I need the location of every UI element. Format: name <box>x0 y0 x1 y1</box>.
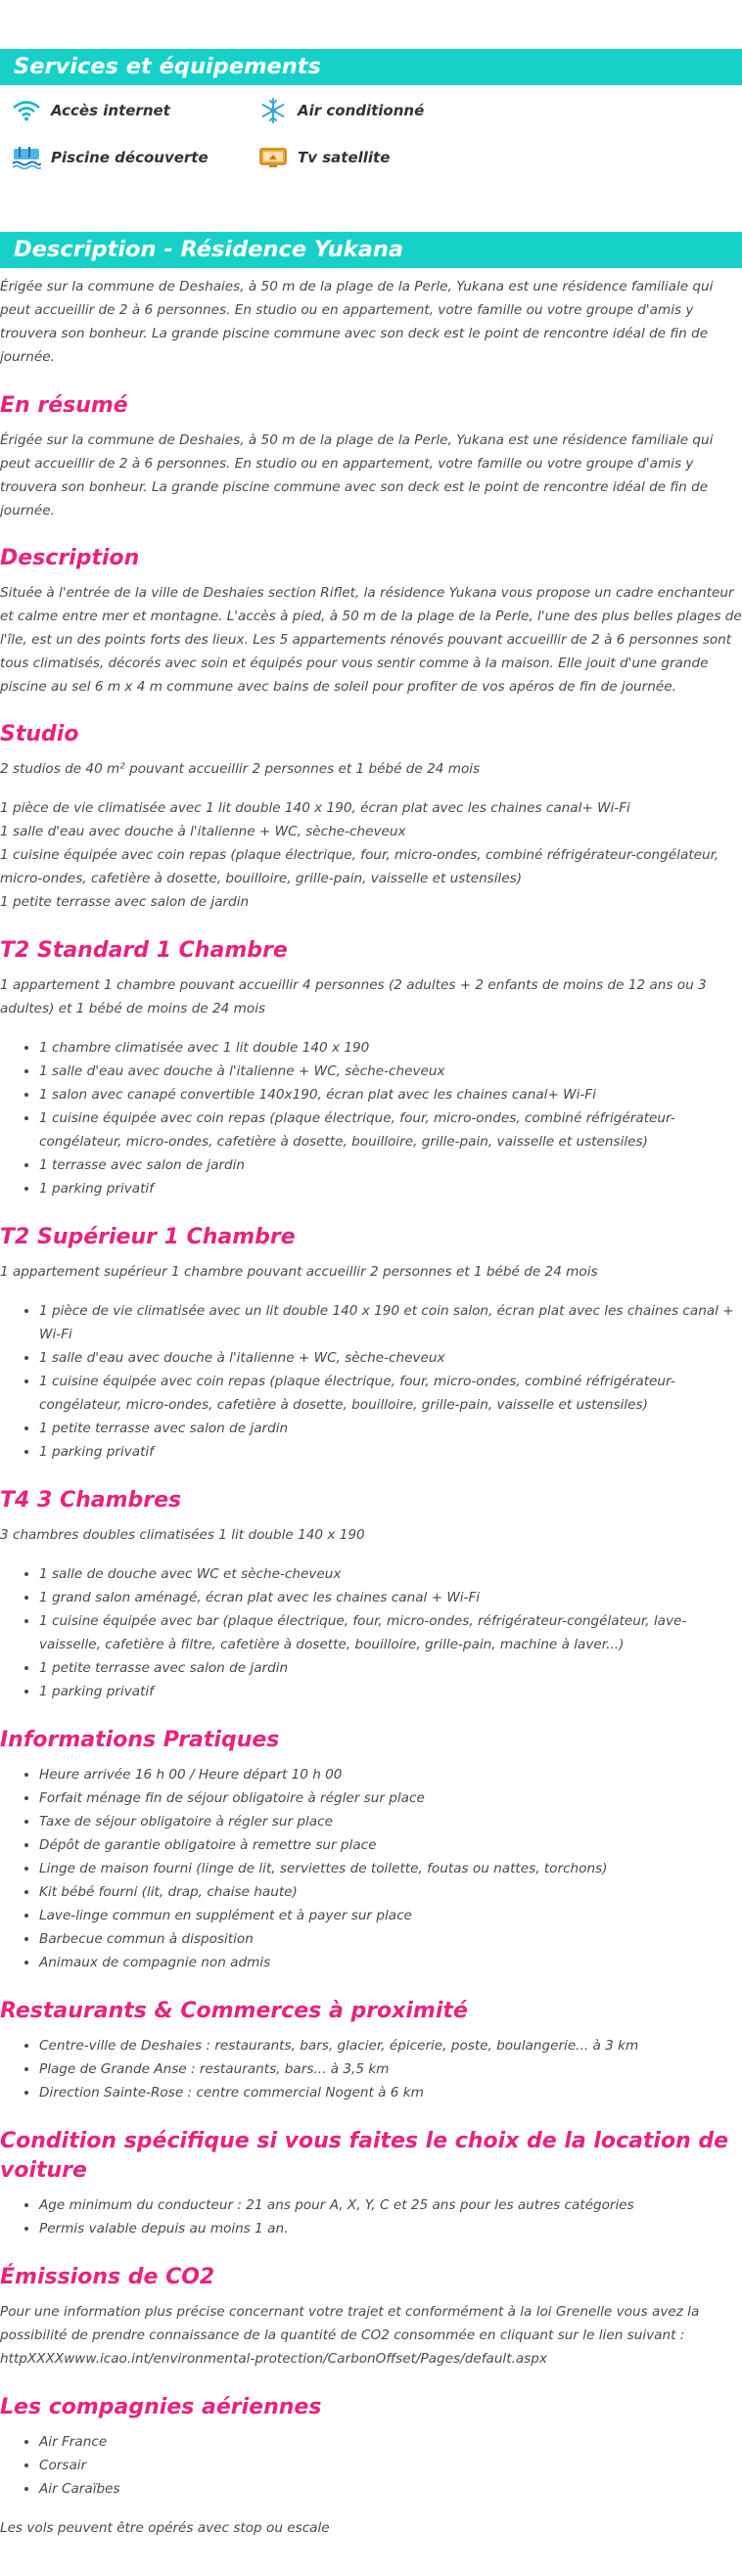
services-header: Services et équipements <box>0 49 742 85</box>
t2-standard-list <box>0 1036 742 1200</box>
wifi-icon <box>10 97 43 124</box>
amenity-label: Tv satellite <box>298 149 391 166</box>
list-item: • Air France <box>39 2430 742 2454</box>
t2-superieur-list <box>0 1299 742 1464</box>
studio-line: 1 pièce de vie climatisée avec 1 lit double 140 x 190, écran plat avec les chaines canal+ Wi-Fi <box>0 800 630 816</box>
pratiques-list <box>0 1763 742 1974</box>
list-item: • Linge de maison fourni (linge de lit, serviettes de toilette, foutas ou nattes, torchons) <box>39 1857 742 1880</box>
list-item: • Dépôt de garantie obligatoire à remettre sur place <box>39 1833 742 1857</box>
restaurants-list <box>0 2034 742 2104</box>
list-item: • Animaux de compagnie non admis <box>39 1951 742 1974</box>
t4-intro: 3 chambres doubles climatisées 1 lit double 140 x 190 <box>0 1527 365 1543</box>
list-item: • Forfait ménage fin de séjour obligatoire à régler sur place <box>39 1786 742 1810</box>
studio-line: 1 salle d'eau avec douche à l'italienne + WC, sèche-cheveux <box>0 824 406 839</box>
list-item: • 1 cuisine équipée avec coin repas (plaque électrique, four, micro-ondes, combiné réfrigérateur-congélateur, micro-ondes, cafetière à dosette, bouilloire, grille-pain, vaisselle et ustensiles) <box>39 1370 742 1417</box>
t2-superieur-intro: 1 appartement supérieur 1 chambre pouvant accueillir 2 personnes et 1 bébé de 24 mois <box>0 1264 598 1280</box>
co2-title: Émissions de CO2 <box>0 2265 215 2289</box>
list-item: • Plage de Grande Anse : restaurants, bars... à 3,5 km <box>39 2057 742 2081</box>
amenity-aircon <box>256 87 503 134</box>
t4-title: T4 3 Chambres <box>0 1488 182 1513</box>
amenity-label: Air conditionné <box>298 102 425 119</box>
list-item: • Centre-ville de Deshaies : restaurants, bars, glacier, épicerie, poste, boulangerie... à 3 km <box>39 2034 742 2057</box>
description-title: Description <box>0 546 140 570</box>
airlines-title: Les compagnies aériennes <box>0 2395 322 2419</box>
amenities-list <box>0 87 742 181</box>
amenity-label: Accès internet <box>51 102 170 119</box>
co2-text: Pour une information plus précise concernant votre trajet et conformément à la loi Grenelle vous avez la possibilité de prendre connaissance de la quantité de CO2 consommée en cliquant sur le lien suivant : httpXXXXwww.icao.int/environmental-protection/CarbonOffset/Pages/default.aspx <box>0 2304 700 2367</box>
studio-line: 1 petite terrasse avec salon de jardin <box>0 894 250 910</box>
studio-intro: 2 studios de 40 m² pouvant accueillir 2 personnes et 1 bébé de 24 mois <box>0 761 481 777</box>
snowflake-icon <box>256 97 290 124</box>
list-item: • Barbecue commun à disposition <box>39 1927 742 1951</box>
list-item: • 1 terrasse avec salon de jardin <box>39 1153 742 1177</box>
condition-title: Condition spécifique si vous faites le choix de la location de voiture <box>0 2129 729 2183</box>
list-item: • Taxe de séjour obligatoire à régler sur place <box>39 1810 742 1833</box>
pool-icon <box>10 144 43 171</box>
list-item: • 1 salon avec canapé convertible 140x190, écran plat avec les chaines canal+ Wi-Fi <box>39 1083 742 1107</box>
description-header: Description - Résidence Yukana <box>0 232 742 268</box>
list-item: • Corsair <box>39 2454 742 2477</box>
airlines-note: Les vols peuvent être opérés avec stop ou escale <box>0 2520 330 2536</box>
list-item: • 1 pièce de vie climatisée avec un lit double 140 x 190 et coin salon, écran plat avec les chaines canal + Wi-Fi <box>39 1299 742 1346</box>
list-item: • 1 chambre climatisée avec 1 lit double 140 x 190 <box>39 1036 742 1060</box>
list-item: • 1 parking privatif <box>39 1440 742 1464</box>
amenity-internet <box>10 87 256 134</box>
list-item: • 1 salle de douche avec WC et sèche-cheveux <box>39 1562 742 1586</box>
list-item: • 1 salle d'eau avec douche à l'italienne + WC, sèche-cheveux <box>39 1346 742 1370</box>
restaurants-title: Restaurants & Commerces à proximité <box>0 1999 468 2023</box>
list-item: • Lave-linge commun en supplément et à payer sur place <box>39 1904 742 1927</box>
condition-list <box>0 2193 742 2240</box>
resume-title: En résumé <box>0 393 128 418</box>
pratiques-title: Informations Pratiques <box>0 1728 280 1752</box>
list-item: • Kit bébé fourni (lit, drap, chaise haute) <box>39 1880 742 1904</box>
amenity-pool <box>10 134 256 181</box>
list-item: • Age minimum du conducteur : 21 ans pour A, X, Y, C et 25 ans pour les autres catégories <box>39 2193 742 2217</box>
tv-icon <box>256 144 290 171</box>
amenity-tv <box>256 134 503 181</box>
t2-standard-intro: 1 appartement 1 chambre pouvant accueillir 4 personnes (2 adultes + 2 enfants de moins de 12 ans ou 3 adultes) et 1 bébé de moins de 24 mois <box>0 977 707 1017</box>
list-item: • 1 cuisine équipée avec coin repas (plaque électrique, four, micro-ondes, combiné réfrigérateur-congélateur, micro-ondes, cafetière à dosette, bouilloire, grille-pain, vaisselle et ustensiles) <box>39 1107 742 1153</box>
studio-line: 1 cuisine équipée avec coin repas (plaque électrique, four, micro-ondes, combiné réfrigérateur-congélateur, micro-ondes, cafetière à dosette, bouilloire, grille-pain, vaisselle et ustensiles) <box>0 847 719 886</box>
list-item: • Permis valable depuis au moins 1 an. <box>39 2217 742 2240</box>
t2-superieur-title: T2 Supérieur 1 Chambre <box>0 1225 296 1249</box>
list-item: • 1 parking privatif <box>39 1177 742 1200</box>
amenity-label: Piscine découverte <box>51 149 209 166</box>
list-item: • Air Caraïbes <box>39 2477 742 2501</box>
studio-title: Studio <box>0 722 79 746</box>
t4-list <box>0 1562 742 1703</box>
t2-standard-title: T2 Standard 1 Chambre <box>0 938 288 963</box>
resume-text: Érigée sur la commune de Deshaies, à 50 m de la plage de la Perle, Yukana est une résidence familiale qui peut accueillir de 2 à 6 personnes. En studio ou en appartement, votre famille ou votre groupe d'amis y trouvera son bonheur. La grande piscine commune avec son deck est le point de rencontre idéal de fin de journée. <box>0 432 714 519</box>
list-item: • 1 petite terrasse avec salon de jardin <box>39 1656 742 1680</box>
list-item: • Direction Sainte-Rose : centre commercial Nogent à 6 km <box>39 2081 742 2104</box>
list-item: • 1 salle d'eau avec douche à l'italienne + WC, sèche-cheveux <box>39 1060 742 1083</box>
list-item: • 1 cuisine équipée avec bar (plaque électrique, four, micro-ondes, réfrigérateur-congélateur, lave-vaisselle, cafetière à filtre, cafetière à dosette, bouilloire, grille-pain, machine à laver...) <box>39 1609 742 1656</box>
list-item: • Heure arrivée 16 h 00 / Heure départ 10 h 00 <box>39 1763 742 1786</box>
airlines-list <box>0 2430 742 2501</box>
description-text: Située à l'entrée de la ville de Deshaies section Riflet, la résidence Yukana vous propose un cadre enchanteur et calme entre mer et montagne. L'accès à pied, à 50 m de la plage de la Perle, l'une des plus belles plages de l'île, est un des points forts des lieux. Les 5 appartements rénovés pouvant accueillir de 2 à 6 personnes sont tous climatisés, décorés avec soin et équipés pour vous sentir comme à la maison. Elle jouit d'une grande piscine au sel 6 m x 4 m commune avec bains de soleil pour profiter de vos apéros de fin de journée. <box>0 585 742 695</box>
list-item: • 1 parking privatif <box>39 1680 742 1703</box>
list-item: • 1 grand salon aménagé, écran plat avec les chaines canal + Wi-Fi <box>39 1586 742 1609</box>
list-item: • 1 petite terrasse avec salon de jardin <box>39 1417 742 1440</box>
intro-text: Érigée sur la commune de Deshaies, à 50 m de la plage de la Perle, Yukana est une résidence familiale qui peut accueillir de 2 à 6 personnes. En studio ou en appartement, votre famille ou votre groupe d'amis y trouvera son bonheur. La grande piscine commune avec son deck est le point de rencontre idéal de fin de journée. <box>0 279 714 365</box>
